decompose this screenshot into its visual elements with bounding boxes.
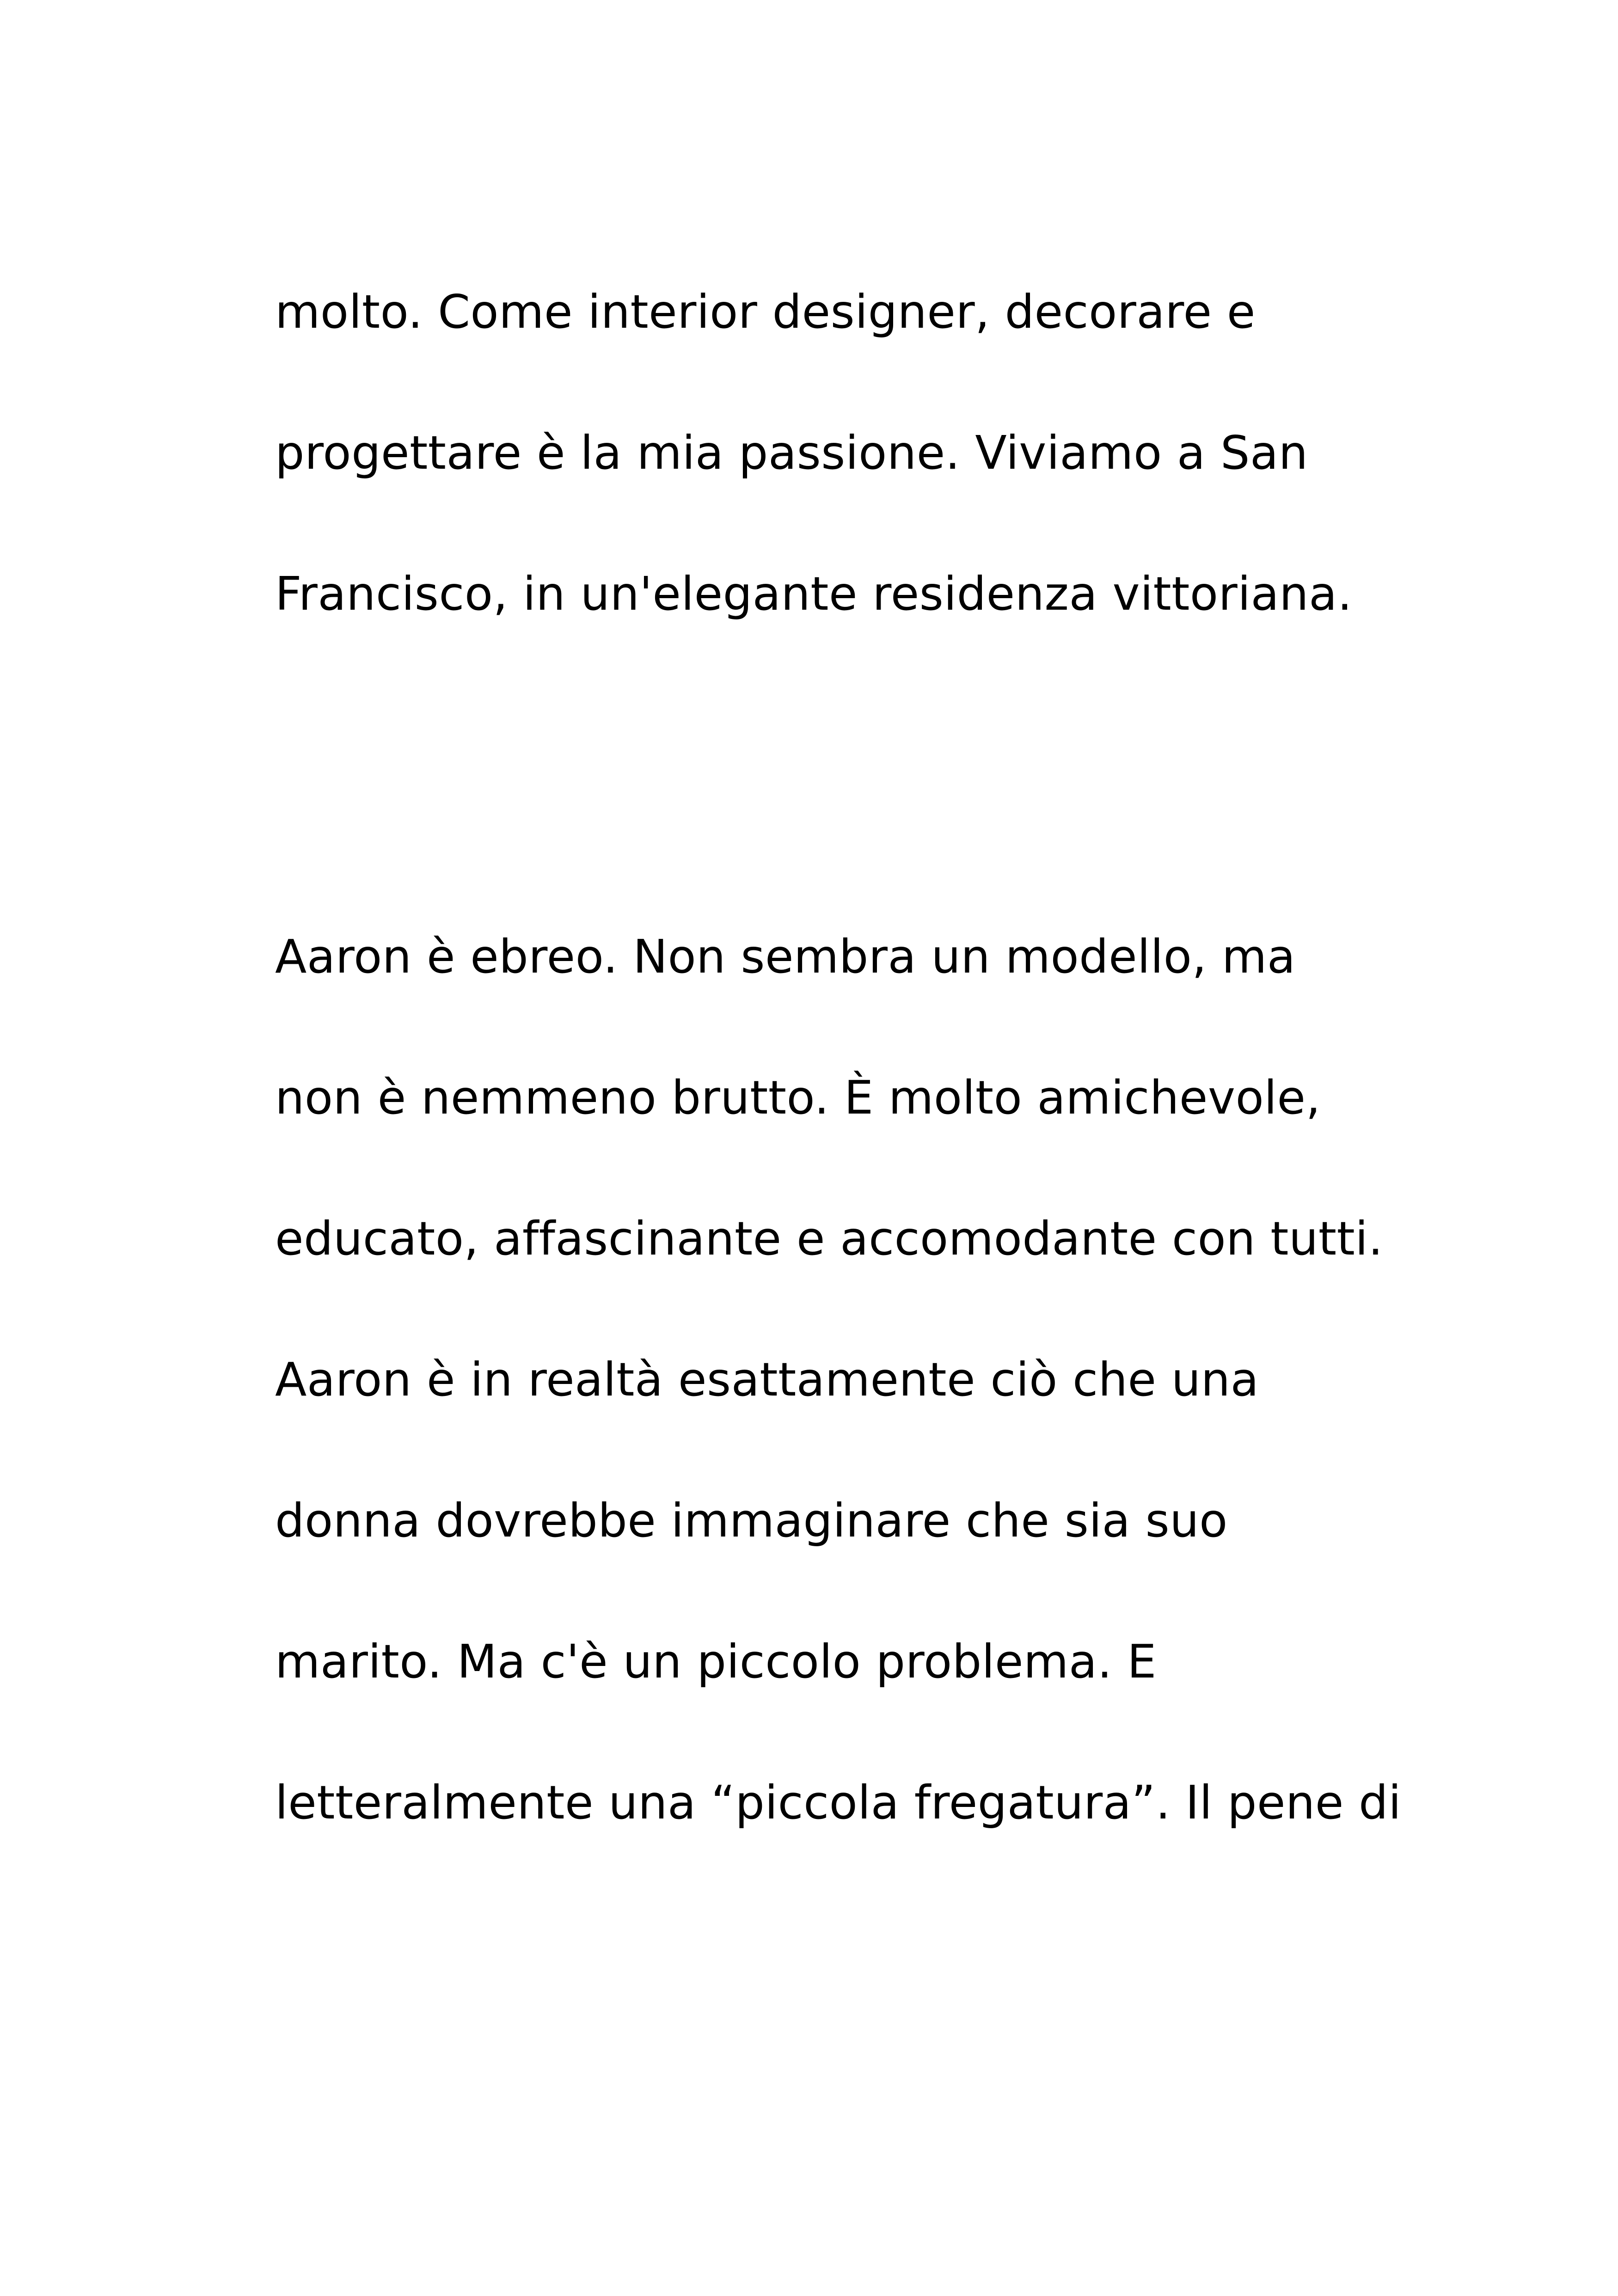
text-line: molto. Come interior designer, decorare e bbox=[275, 285, 1256, 339]
text-line: Aaron è in realtà esattamente ciò che una bbox=[275, 1353, 1259, 1407]
text-line: non è nemmeno brutto. È molto amichevole, bbox=[275, 1071, 1321, 1125]
text-line: marito. Ma c'è un piccolo problema. E bbox=[275, 1635, 1157, 1689]
text-line: donna dovrebbe immaginare che sia suo bbox=[275, 1494, 1228, 1548]
text-line: educato, affascinante e accomodante con tutti. bbox=[275, 1212, 1383, 1266]
text-line: progettare è la mia passione. Viviamo a San bbox=[275, 426, 1308, 480]
text-line: Francisco, in un'elegante residenza vittoriana. bbox=[275, 567, 1353, 621]
text-line: letteralmente una “piccola fregatura”. Il pene di bbox=[275, 1776, 1402, 1830]
text-line: Aaron è ebreo. Non sembra un modello, ma bbox=[275, 930, 1296, 984]
